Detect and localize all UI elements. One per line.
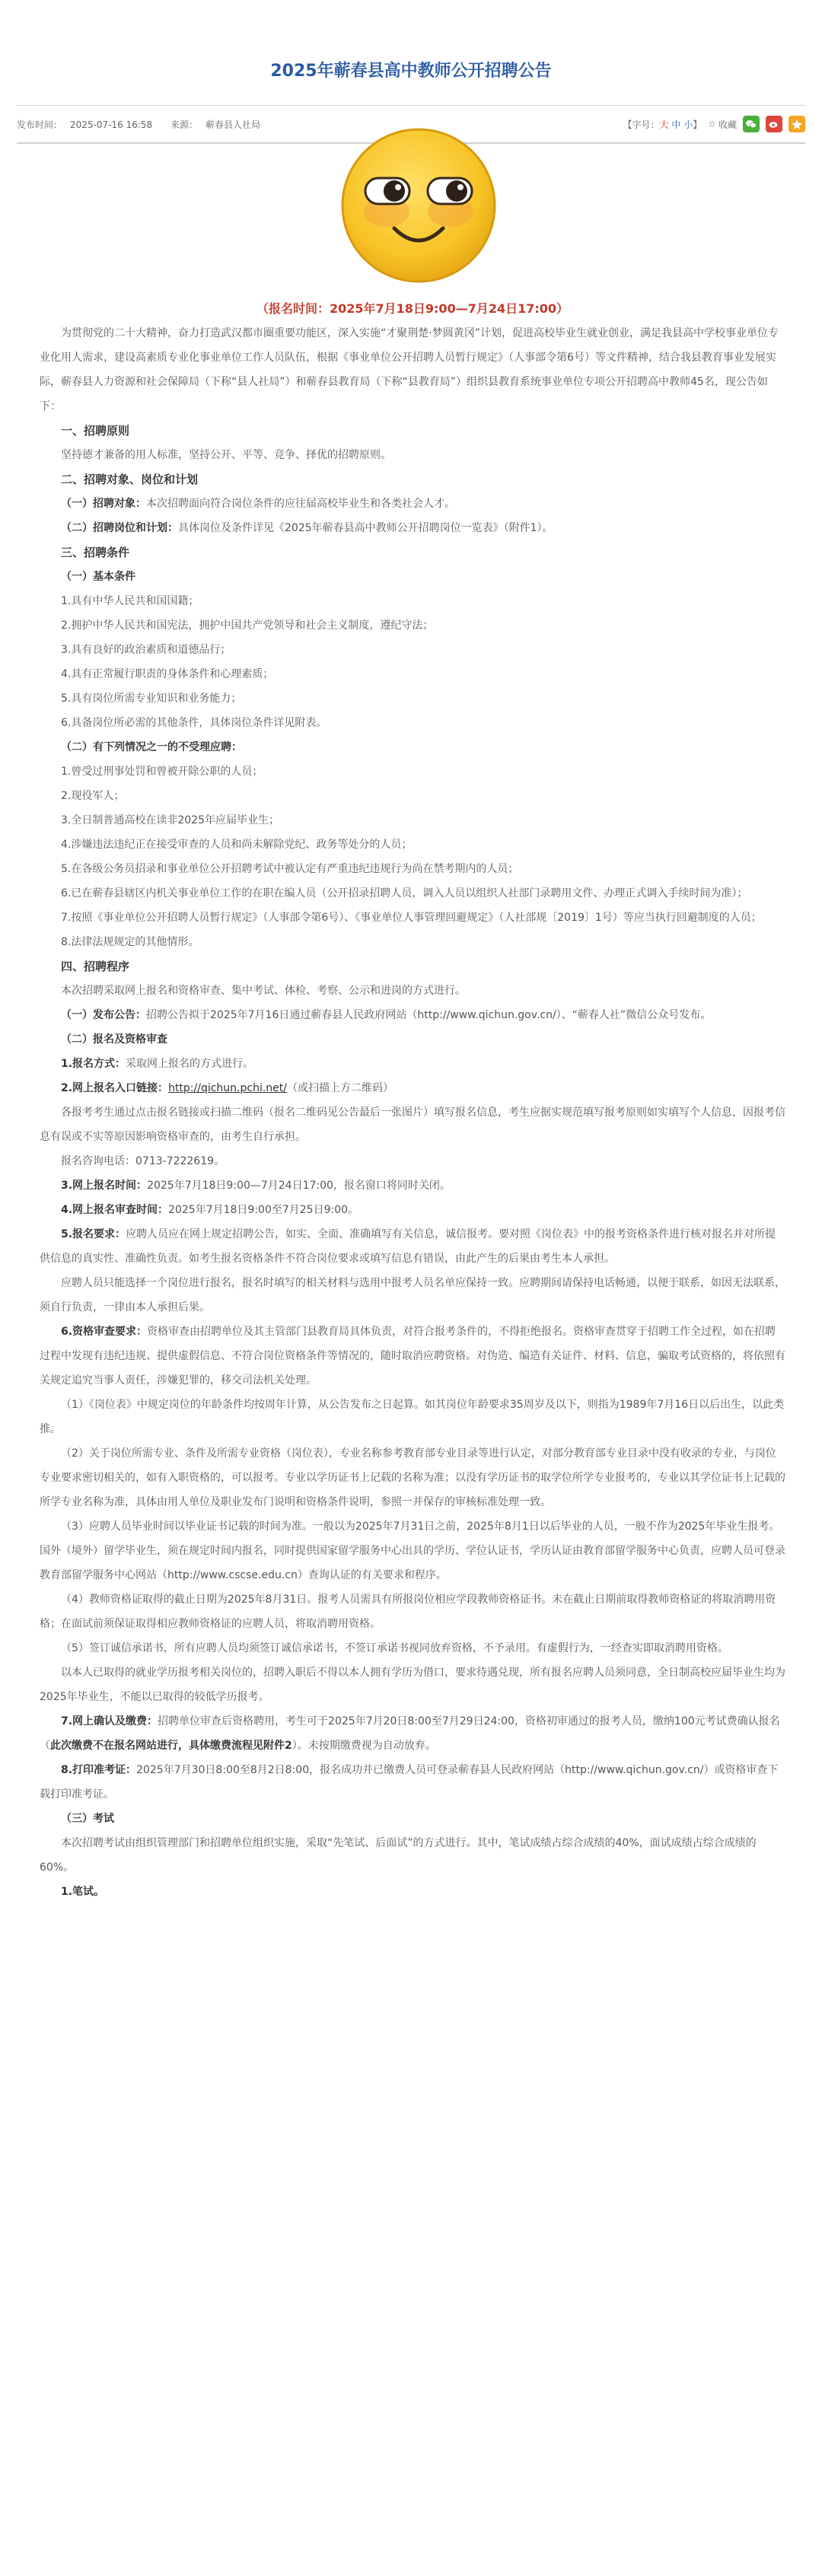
list-item: 6.具备岗位所必需的其他条件，具体岗位条件详见附表。 <box>61 717 327 729</box>
list-item: 1.曾受过刑事处罚和曾被开除公职的人员； <box>61 766 263 778</box>
review-time-text: 2025年7月18日9:00至7月25日9:00。 <box>168 1204 359 1216</box>
list-item: 2.拥护中华人民共和国宪法，拥护中国共产党领导和社会主义制度，遵纪守法； <box>61 619 434 632</box>
recruit-positions-label: （二）招聘岗位和计划： <box>61 522 178 534</box>
reg-link-url[interactable]: http://qichun.pchi.net/ <box>168 1082 287 1094</box>
review-point-3: （3）应聘人员毕业时间以毕业证书记载的时间为准。一般以为2025年7月31日之前，2025年8月1日以后毕业的人员，一般不作为2025年毕业生报考。国外（境外）留学毕业生，须在规定时间内报名，同时提供国家留学服务中心出具的学历、学位认证书，学历认证由教育部留学服务中心负责，应聘人员可登录教育部留学服务中心网站（http://www.cscse.edu.cn）查询认证的有关要求和程序。 <box>40 1520 785 1581</box>
meta-tools <box>623 116 805 132</box>
source <box>170 119 268 130</box>
review-time-label: 4.网上报名审查时间： <box>61 1204 169 1216</box>
reg-link-label: 2.网上报名入口链接： <box>61 1082 169 1094</box>
payment <box>40 1709 785 1758</box>
list-item: 1.具有中华人民共和国国籍； <box>61 595 199 607</box>
reg-phone: 报名咨询电话：0713-7222619。 <box>61 1155 225 1167</box>
reg-link-note: （或扫描上方二维码） <box>286 1082 393 1094</box>
recruit-positions-text: 具体岗位及条件详见《2025年蕲春县高中教师公开招聘岗位一览表》（附件1）。 <box>178 522 553 534</box>
list-item: 3.全日制普通高校在读非2025年应届毕业生； <box>61 814 279 826</box>
review-point-4: （4）教师资格证取得的截止日期为2025年8月31日。报考人员需具有所报岗位相应学段教师资格证书。未在截止日期前取得教师资格证的将取消聘用资格；在面试前须保证取得相应教师资格证的应聘人员，将取消聘用资格。 <box>40 1594 776 1630</box>
intro-paragraph: 为贯彻党的二十大精神，奋力打造武汉都市圈重要功能区，深入实施“才聚荆楚·梦圆黄冈”计划，促进高校毕业生就业创业，满足我县高中学校事业单位专业化用人需求，建设高素质专业化事业单位工作人员队伍，根据《事业单位公开招聘人员暂行规定》（人事部令第6号）等文件精神，结合我县教育事业发展实际，蕲春县人力资源和社会保障局（下称“县人社局”）和蕲春县教育局（下称“县教育局”）组织县教育系统事业单位专项公开招聘高中教师45名，现公告如下： <box>40 327 779 412</box>
reg-time-label: 3.网上报名时间： <box>61 1180 148 1192</box>
payment-label: 7.网上确认及缴费： <box>61 1715 158 1727</box>
written-exam: 1.笔试。 <box>61 1886 105 1898</box>
section-heading-2: 二、招聘对象、岗位和计划 <box>61 473 199 486</box>
reg-requirements <box>40 1222 785 1271</box>
payment-bold: 此次缴费不在报名网站进行，具体缴费流程见附件2 <box>50 1740 292 1752</box>
reg-method-text: 采取网上报名的方式进行。 <box>126 1058 254 1070</box>
qzone-icon[interactable] <box>789 116 805 132</box>
basic-conditions-heading: （一）基本条件 <box>61 571 135 583</box>
admission-ticket-text: 2025年7月30日8:00至8月2日8:00，报名成功并已缴费人员可登录蕲春县人民政府网站（http://www.qichun.gov.cn/）或资格审查下载打印准考证。 <box>40 1764 779 1801</box>
list-item: 4.具有正常履行职责的身体条件和心理素质； <box>61 668 274 680</box>
publish-time <box>17 119 160 130</box>
section-heading-3: 三、招聘条件 <box>61 546 130 559</box>
registration-time: （报名时间：2025年7月18日9:00—7月24日17:00） <box>256 301 569 316</box>
recruit-target-text: 本次招聘面向符合岗位条件的应往届高校毕业生和各类社会人才。 <box>146 498 455 510</box>
review-point-2: （2）关于岗位所需专业、条件及所需专业资格（岗位表），专业名称参考教育部专业目录等进行认定，对部分教育部专业目录中没有收录的专业，与岗位专业要求密切相关的，如有入职资格的，可以报考。专业以学历证书上记载的名称为准；以没有学历证书的取学位所学专业报考的，专业以其学位证书上记载的所学专业名称为准，具体由用人单位及职业发布门说明和资格条件说明，参照一并保存的审核标准处理一致。 <box>40 1447 785 1508</box>
reg-requirements-text: 应聘人员应在网上规定招聘公告，如实、全面、准确填写有关信息，诚信报考。要对照《岗位表》中的报考资格条件进行核对报名并对所提供信息的真实性、准确性负责。如考生报名资格条件不符合岗位要求或填写信息有错误，由此产生的后果由考生本人承担。 <box>40 1228 776 1265</box>
publish-label: 发布时间： <box>17 119 63 130</box>
favorite-button[interactable] <box>708 118 737 131</box>
publish-notice-label: （一）发布公告： <box>61 1009 146 1021</box>
qualification-review-label: 6.资格审查要求： <box>61 1326 148 1338</box>
publish-value: 2025-07-16 16:58 <box>70 119 153 130</box>
publish-notice <box>40 1003 785 1027</box>
admission-ticket <box>40 1758 785 1807</box>
reg-requirements-2: 应聘人员只能选择一个岗位进行报名，报名时填写的相关材料与选用中报考人员名单应保持一致。应聘期间请保持电话畅通，以便于联系，如因无法联系，须自行负责，一律由本人承担后果。 <box>40 1277 785 1313</box>
list-item: 2.现役军人； <box>61 790 125 802</box>
font-size-end: 】 <box>693 119 703 130</box>
meta-info <box>17 118 276 131</box>
font-big-link[interactable]: 大 <box>659 119 669 130</box>
reg-method <box>40 1052 785 1076</box>
source-value: 蕲春县人社局 <box>206 119 261 130</box>
section-4-text: 本次招聘采取网上报名和资格审查、集中考试、体检、考察、公示和进岗的方式进行。 <box>61 985 466 997</box>
list-item: 5.在各级公务员招录和事业单位公开招聘考试中被认定有严重违纪违规行为尚在禁考期内的人员； <box>61 863 519 875</box>
reg-link-text: 各报考考生通过点击报名链接或扫描二维码（报名二维码见公告最后一张图片）填写报名信息，考生应据实规范填写报考原则如实填写个人信息，因报考信息有误或不实等原因影响资格审查的，由考生自行承担。 <box>40 1107 785 1143</box>
favorite-label: 收藏 <box>718 119 737 130</box>
list-item: 3.具有良好的政治素质和道德品行； <box>61 644 231 656</box>
section-heading-1: 一、招聘原则 <box>61 424 130 438</box>
font-size-control <box>623 118 702 131</box>
reg-time-text: 2025年7月18日9:00—7月24日17:00，报名窗口将同时关闭。 <box>147 1180 451 1192</box>
weibo-icon[interactable] <box>766 116 782 132</box>
star-icon: ☆ <box>708 119 716 129</box>
source-label: 来源： <box>170 119 198 130</box>
section-1-text: 坚持德才兼备的用人标准，坚持公开、平等、竞争、择优的招聘原则。 <box>61 449 391 461</box>
list-item: 7.按照《事业单位公开招聘人员暂行规定》（人事部令第6号）、《事业单位人事管理回避规定》（人社部规〔2019〕1号）等应当执行回避制度的人员； <box>61 912 762 924</box>
article-body <box>40 297 785 1904</box>
list-item: 4.涉嫌违法违纪正在接受审查的人员和尚未解除党纪、政务等处分的人员； <box>61 839 413 851</box>
review-point-5b: 以本人已取得的就业学历报考相关岗位的，招聘入职后不得以本人拥有学历为借口，要求待遇兑现，所有报名应聘人员须同意，全日制高校应届毕业生均为2025年毕业生，不能以已取得的较低学历报考。 <box>40 1667 785 1703</box>
exam-text: 本次招聘考试由组织管理部门和招聘单位组织实施，采取“先笔试、后面试”的方式进行。其中，笔试成绩占综合成绩的40%，面试成绩占综合成绩的60%。 <box>40 1837 757 1874</box>
recruit-positions <box>40 516 785 540</box>
publish-notice-text: 招聘公告拟于2025年7月16日通过蕲春县人民政府网站（http://www.qichun.gov.cn/）、“蕲春人社”微信公众号发布。 <box>146 1009 712 1021</box>
list-item: 5.具有岗位所需专业知识和业务能力； <box>61 693 242 705</box>
list-item: 8.法律法规规定的其他情形。 <box>61 936 199 948</box>
wechat-icon[interactable] <box>743 116 760 132</box>
qualification-review-text: 资格审查由招聘单位及其主管部门县教育局具体负责，对符合报考条件的，不得拒绝报名。资格审查贯穿于招聘工作全过程，如在招聘过程中发现有违纪违规、提供虚假信息、不符合岗位资格条件等情况的，随时取消应聘资格。对伪造、编造有关证件、材料、信息，骗取考试资格的，将依照有关规定追究当事人责任，涉嫌犯罪的，移交司法机关处理。 <box>40 1326 785 1387</box>
exclusion-heading: （二）有下列情况之一的不受理应聘： <box>61 741 242 753</box>
exclusion-list <box>40 759 785 954</box>
recruit-target <box>40 492 785 516</box>
review-point-1: （1）《岗位表》中规定岗位的年龄条件均按周年计算，从公告发布之日起算。如其岗位年龄要求35周岁及以下，则指为1989年7月16日以后出生，以此类推。 <box>40 1399 785 1435</box>
list-item: 6.已在蕲春县辖区内机关事业单位工作的在职在编人员（公开招录招聘人员，调入人员以组织人社部门录聘用文件、办理正式调入手续时间为准）； <box>61 887 748 900</box>
reg-method-label: 1.报名方式： <box>61 1058 126 1070</box>
payment-end: ）。未按期缴费视为自动放弃。 <box>292 1740 436 1752</box>
smiley-emoji-icon <box>335 122 502 289</box>
admission-ticket-label: 8.打印准考证： <box>61 1764 137 1776</box>
section-heading-4: 四、招聘程序 <box>61 960 130 973</box>
qualification-review <box>40 1320 785 1393</box>
payment-text: 招聘单位审查后资格聘用，考生可于2025年7月20日8:00至7月29日24:00，资格初审通过的报考人员，缴纳100元考试费确认报名（ <box>40 1715 780 1752</box>
reg-requirements-label: 5.报名要求： <box>61 1228 126 1240</box>
review-point-5: （5）签订诚信承诺书，所有应聘人员均须签订诚信承诺书，不签订承诺书视同放弃资格，不予录用。有虚假行为，一经查实即取消聘用资格。 <box>61 1642 728 1654</box>
registration-heading: （二）报名及资格审查 <box>61 1033 167 1046</box>
exam-heading: （三）考试 <box>61 1813 114 1825</box>
font-size-label: 【字号： <box>623 119 660 130</box>
review-time <box>40 1198 785 1222</box>
font-mid-link[interactable]: 中 <box>671 119 681 130</box>
basic-conditions-list <box>40 589 785 735</box>
font-small-link[interactable]: 小 <box>683 119 693 130</box>
recruit-target-label: （一）招聘对象： <box>61 498 146 510</box>
page-title: 2025年蕲春县高中教师公开招聘公告 <box>270 62 552 81</box>
reg-link <box>40 1076 785 1100</box>
reg-time-detail <box>40 1173 785 1198</box>
